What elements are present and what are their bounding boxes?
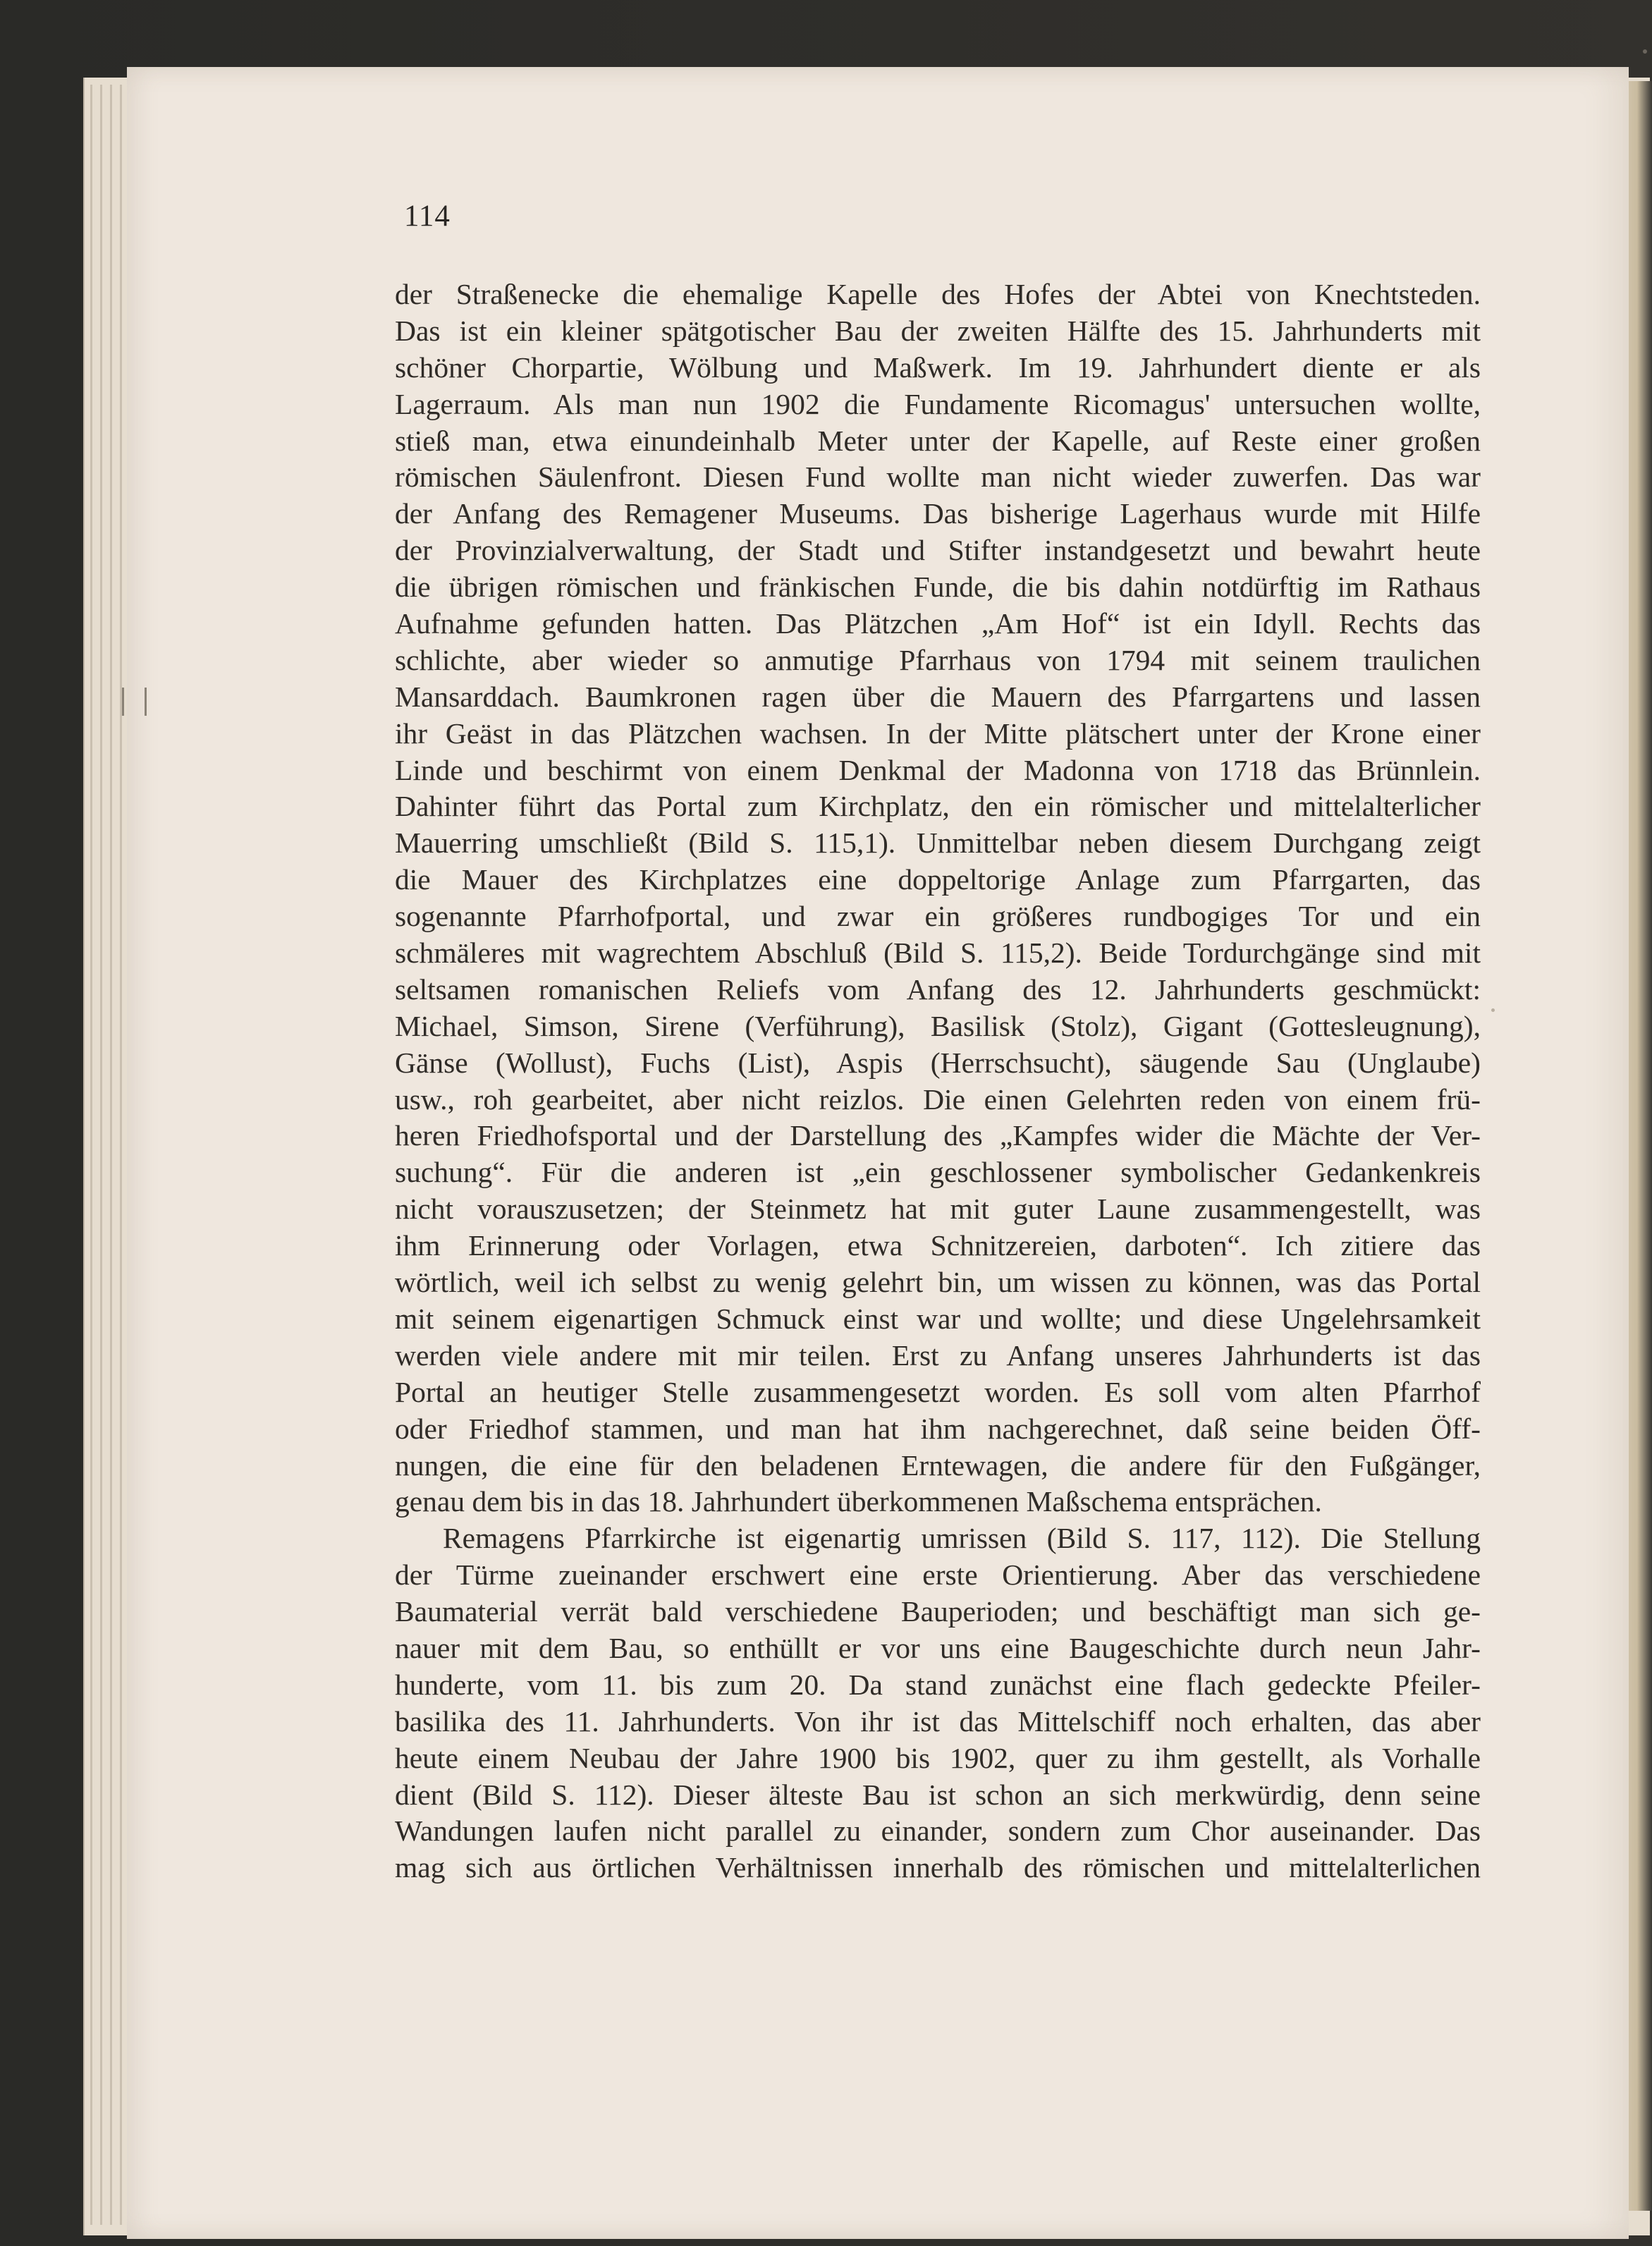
text-line: der Anfang des Remagener Museums. Das bisherige Lagerhaus wurde mit Hilfe [395, 497, 1481, 530]
text-line: sogenannte Pfarrhofportal, und zwar ein größeres rundbogiges Tor und ein [395, 900, 1481, 933]
text-line: die übrigen römischen und fränkischen Funde, die bis dahin notdürftig im Rathaus [395, 570, 1481, 604]
text-line: der Türme zueinander erschwert eine erste Orientierung. Aber das verschiedene [395, 1558, 1481, 1592]
text-line: werden viele andere mit mir teilen. Erst zu Anfang unseres Jahrhunderts ist das [395, 1338, 1481, 1372]
text-line: römischen Säulenfront. Diesen Fund wollte man nicht wieder zuwerfen. Das war [395, 460, 1481, 494]
text-line: schöner Chorpartie, Wölbung und Maßwerk. Im 19. Jahrhundert diente er als [395, 350, 1481, 384]
text-line: wörtlich, weil ich selbst zu wenig gelehrt bin, um wissen zu können, was das Portal [395, 1266, 1481, 1299]
text-line: Portal an heutiger Stelle zusammengesetzt worden. Es soll vom alten Pfarrhof [395, 1375, 1481, 1408]
text-line: heute einem Neubau der Jahre 1900 bis 1902, quer zu ihm gestellt, als Vorhalle [395, 1741, 1481, 1774]
speck [1491, 1008, 1495, 1012]
text-line: Remagens Pfarrkirche ist eigenartig umrissen (Bild S. 117, 112). Die Stellung [443, 1522, 1481, 1555]
text-line: genau dem bis in das 18. Jahrhundert überkommenen Maßschema entsprächen. [395, 1485, 1322, 1518]
text-line: dient (Bild S. 112). Dieser älteste Bau ist schon an sich merkwürdig, denn seine [395, 1778, 1481, 1811]
text-line: Michael, Simson, Sirene (Verführung), Basilisk (Stolz), Gigant (Gottesleugnung), [395, 1009, 1481, 1042]
text-line: schlichte, aber wieder so anmutige Pfarrhaus von 1794 mit seinem traulichen [395, 643, 1481, 676]
page-edge [90, 85, 92, 2225]
text-line: heren Friedhofsportal und der Darstellung des „Kampfes wider die Mächte der Ver- [395, 1119, 1481, 1152]
page-edge [100, 85, 102, 2225]
text-line: der Straßenecke die ehemalige Kapelle des Hofes der Abtei von Knechtsteden. [395, 278, 1481, 310]
text-line: Aufnahme gefunden hatten. Das Plätzchen „Am Hof“ ist ein Idyll. Rechts das [395, 607, 1481, 640]
text-line: basilika des 11. Jahrhunderts. Von ihr ist das Mittelschiff noch erhalten, das aber [395, 1704, 1481, 1738]
text-line: nungen, die eine für den beladenen Erntewagen, die andere für den Fußgänger, [395, 1448, 1481, 1482]
text-line: nicht vorauszusetzen; der Steinmetz hat mit guter Laune zusammengestellt, was [395, 1192, 1481, 1226]
text-line: Mansarddach. Baumkronen ragen über die Mauern des Pfarrgartens und lassen [395, 680, 1481, 713]
text-line: der Provinzialverwaltung, der Stadt und Stifter instandgesetzt und bewahrt heute [395, 534, 1481, 567]
text-line: Lagerraum. Als man nun 1902 die Fundamente Ricomagus' untersuchen wollte, [395, 387, 1481, 420]
gutter-mark [145, 688, 147, 716]
text-line: usw., roh gearbeitet, aber nicht reizlos. Die einen Gelehrten reden von einem frü- [395, 1082, 1481, 1116]
page-edge [110, 85, 112, 2225]
text-line: schmäleres mit wagrechtem Abschluß (Bild S. 115,2). Beide Tordurchgänge sind mit [395, 936, 1481, 970]
text-line: ihr Geäst in das Plätzchen wachsen. In der Mitte plätschert unter der Krone einer [395, 716, 1481, 750]
text-line: Linde und beschirmt von einem Denkmal der Madonna von 1718 das Brünnlein. [395, 753, 1481, 786]
text-line: stieß man, etwa einundeinhalb Meter unter der Kapelle, auf Reste einer großen [395, 424, 1481, 457]
speck [1643, 49, 1647, 54]
text-line: die Mauer des Kirchplatzes eine doppeltorige Anlage zum Pfarrgarten, das [395, 863, 1481, 896]
text-line: mit seinem eigenartigen Schmuck einst war und wollte; und diese Ungelehrsamkeit [395, 1302, 1481, 1335]
text-line: Baumaterial verrät bald verschiedene Bauperioden; und beschäftigt man sich ge- [395, 1595, 1481, 1628]
text-line: hunderte, vom 11. bis zum 20. Da stand zunächst eine flach gedeckte Pfeiler- [395, 1668, 1481, 1701]
text-line: seltsamen romanischen Reliefs vom Anfang des 12. Jahrhunderts geschmückt: [395, 972, 1481, 1006]
text-line: Dahinter führt das Portal zum Kirchplatz, den ein römischer und mittelalterlicher [395, 790, 1481, 823]
text-line: ihm Erinnerung oder Vorlagen, etwa Schnitzereien, darboten“. Ich zitiere das [395, 1229, 1481, 1262]
page-edge [120, 85, 122, 2225]
page-number: 114 [404, 200, 451, 233]
text-line: Das ist ein kleiner spätgotischer Bau der zweiten Hälfte des 15. Jahrhunderts mit [395, 314, 1481, 347]
text-line: nauer mit dem Bau, so enthüllt er vor uns eine Baugeschichte durch neun Jahr- [395, 1631, 1481, 1664]
text-line: mag sich aus örtlichen Verhältnissen innerhalb des römischen und mittelalterlichen [395, 1851, 1481, 1884]
body-text [395, 276, 1481, 1886]
text-line: oder Friedhof stammen, und man hat ihm nachgerechnet, daß seine beiden Öff- [395, 1412, 1481, 1445]
text-line: Mauerring umschließt (Bild S. 115,1). Unmittelbar neben diesem Durchgang zeigt [395, 826, 1481, 860]
gutter-mark [122, 688, 124, 716]
text-line: suchung“. Für die anderen ist „ein geschlossener symbolischer Gedankenkreis [395, 1156, 1481, 1189]
text-line: Gänse (Wollust), Fuchs (List), Aspis (Herrschsucht), säugende Sau (Unglaube) [395, 1046, 1481, 1079]
text-line: Wandungen laufen nicht parallel zu einander, sondern zum Chor auseinander. Das [395, 1814, 1481, 1848]
